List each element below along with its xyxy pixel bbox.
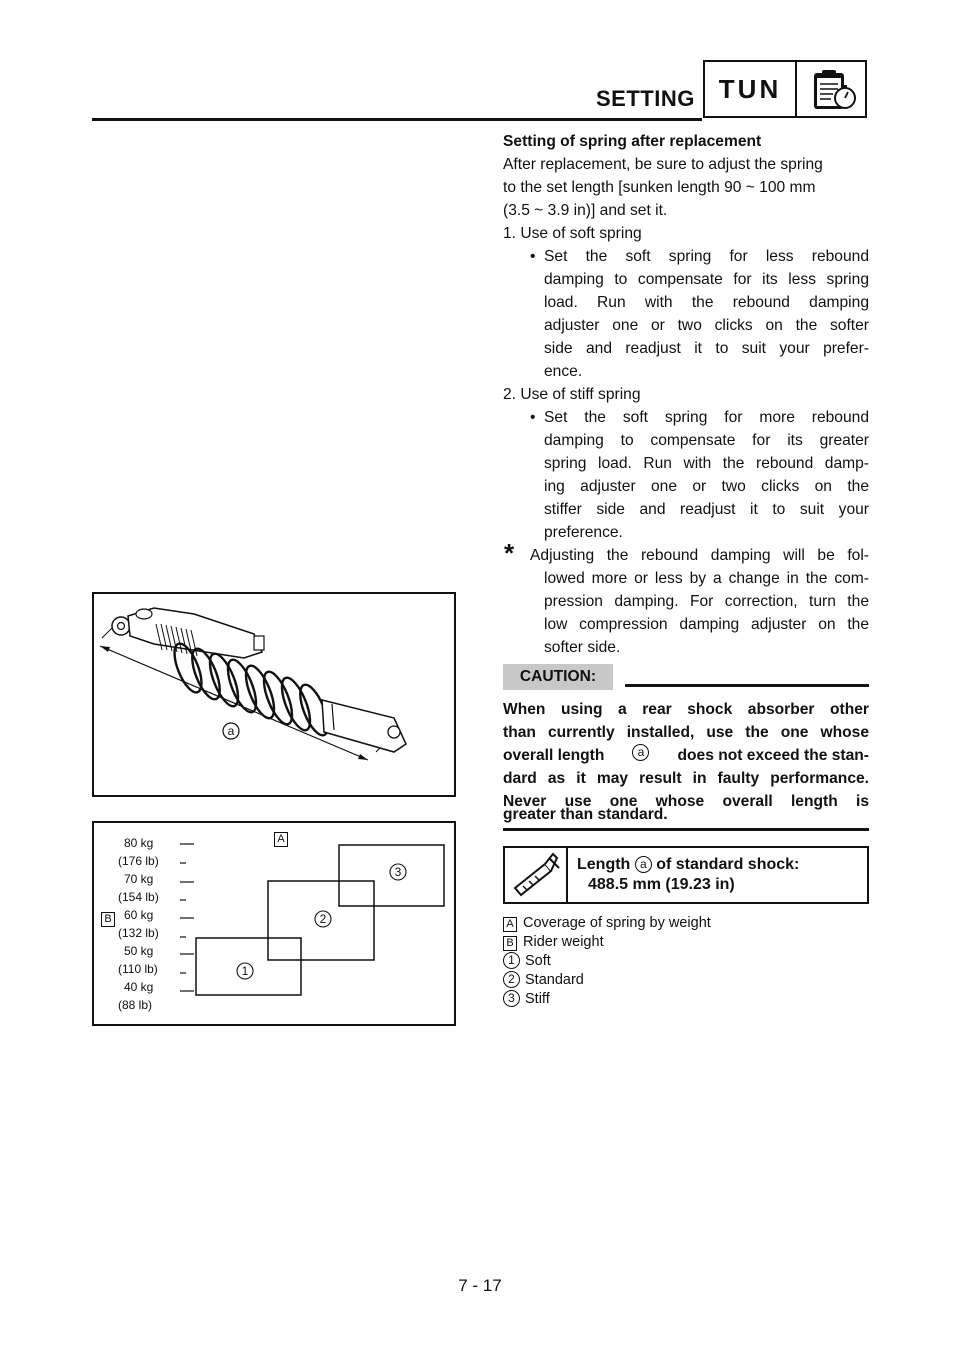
intro-line: After replacement, be sure to adjust the spring (503, 156, 823, 173)
weight-label: 50 kg (124, 944, 154, 958)
bullet-symbol: • (530, 409, 536, 426)
legend-item: 2 Standard (503, 971, 584, 990)
weight-label: (88 lb) (118, 998, 153, 1012)
spec-box-divider (566, 848, 568, 902)
step-2-label: 2. Use of stiff spring (503, 386, 641, 403)
caution-text: overall length (503, 747, 605, 764)
caution-line: than currently installed, use the one whose (503, 724, 869, 741)
header-rule (92, 118, 702, 121)
soft-box-label: 1 (241, 964, 249, 978)
caution-line: greater than standard. (503, 806, 668, 823)
callout-a-marker: a (635, 856, 652, 873)
intro-line: (3.5 ~ 3.9 in)] and set it. (503, 202, 668, 219)
weight-label: (132 lb) (118, 926, 159, 940)
weight-label: (176 lb) (118, 854, 159, 868)
note-line: lowed more or less by a change in the com- (544, 570, 869, 587)
spring-coverage-figure (92, 821, 456, 1026)
section-code: TUN (718, 74, 782, 104)
section-heading: Setting of spring after replacement (503, 133, 762, 150)
legend-item: B Rider weight (503, 933, 604, 952)
weight-label: (154 lb) (118, 890, 159, 904)
bullet-symbol: • (530, 248, 536, 265)
note-line: Adjusting the rebound damping will be fol- (530, 547, 869, 564)
caution-line: Never use one whose overall length is (503, 793, 869, 810)
legend-marker: 3 (503, 990, 520, 1007)
caution-line: When using a rear shock absorber other (503, 701, 869, 718)
note-asterisk: * (504, 538, 515, 568)
shock-absorber-drawing (94, 594, 454, 795)
weight-label: (110 lb) (118, 962, 158, 976)
note-line: low compression damping adjuster on the (544, 616, 869, 633)
step-2-line: spring load. Run with the rebound damp- (544, 455, 869, 472)
spec-value: 488.5 mm (19.23 in) (588, 876, 735, 893)
section-tab-divider (795, 62, 797, 116)
page-number: 7 - 17 (458, 1276, 502, 1295)
caution-text: does not exceed the stan- (677, 747, 869, 764)
spec-label: Length a of standard shock: (577, 856, 800, 873)
rider-weight-axis-marker: B (101, 912, 115, 927)
step-1-line: load. Run with the rebound damping (544, 294, 869, 311)
step-1-line: adjuster one or two clicks on the softer (544, 317, 869, 334)
section-title: SETTING (596, 86, 695, 111)
legend-marker: B (503, 936, 517, 951)
coverage-corner-marker: A (274, 832, 288, 847)
stiff-box-label: 3 (394, 865, 402, 879)
intro-line: to the set length [sunken length 90 ~ 100 mm (503, 179, 816, 196)
step-2-line: stiffer side and readjust it to suit your (544, 501, 869, 518)
step-1-line: damping to compensate for its less spring (544, 271, 869, 288)
caution-badge: CAUTION: (503, 664, 613, 690)
legend-item: A Coverage of spring by weight (503, 914, 711, 933)
caution-line-with-marker (503, 744, 869, 767)
step-1-line: Set the soft spring for less rebound (544, 248, 869, 265)
shock-callout-a: a (227, 724, 235, 738)
step-2-line: damping to compensate for its greater (544, 432, 869, 449)
section-tab (703, 60, 867, 118)
legend-item: 3 Stiff (503, 990, 550, 1009)
caution-rule (625, 684, 869, 687)
note-line: pression damping. For correction, turn the (544, 593, 869, 610)
callout-a-marker: a (632, 744, 649, 761)
weight-label: 70 kg (124, 872, 154, 886)
caution-line: dard as it may result in faulty performance. (503, 770, 869, 787)
clipboard-stopwatch-icon (811, 68, 859, 112)
legend-marker: 1 (503, 952, 520, 969)
legend-marker: A (503, 917, 517, 932)
step-1-line: side and readjust it to suit your prefer- (544, 340, 869, 357)
legend-marker: 2 (503, 971, 520, 988)
caliper-icon (509, 850, 563, 900)
note-line: softer side. (544, 639, 621, 656)
step-1-line: ence. (544, 363, 583, 380)
spec-box (503, 846, 869, 904)
coverage-boxes (94, 823, 454, 1024)
weight-label: 80 kg (124, 836, 154, 850)
step-2-line: Set the soft spring for more rebound (544, 409, 869, 426)
step-2-line: ing adjuster one or two clicks on the (544, 478, 869, 495)
shock-absorber-figure (92, 592, 456, 797)
caution-end-rule (503, 828, 869, 831)
weight-label: 40 kg (124, 980, 154, 994)
step-1-label: 1. Use of soft spring (503, 225, 642, 242)
weight-label: 60 kg (124, 908, 154, 922)
standard-box-label: 2 (319, 912, 327, 926)
step-2-line: preference. (544, 524, 623, 541)
legend-item: 1 Soft (503, 952, 551, 971)
